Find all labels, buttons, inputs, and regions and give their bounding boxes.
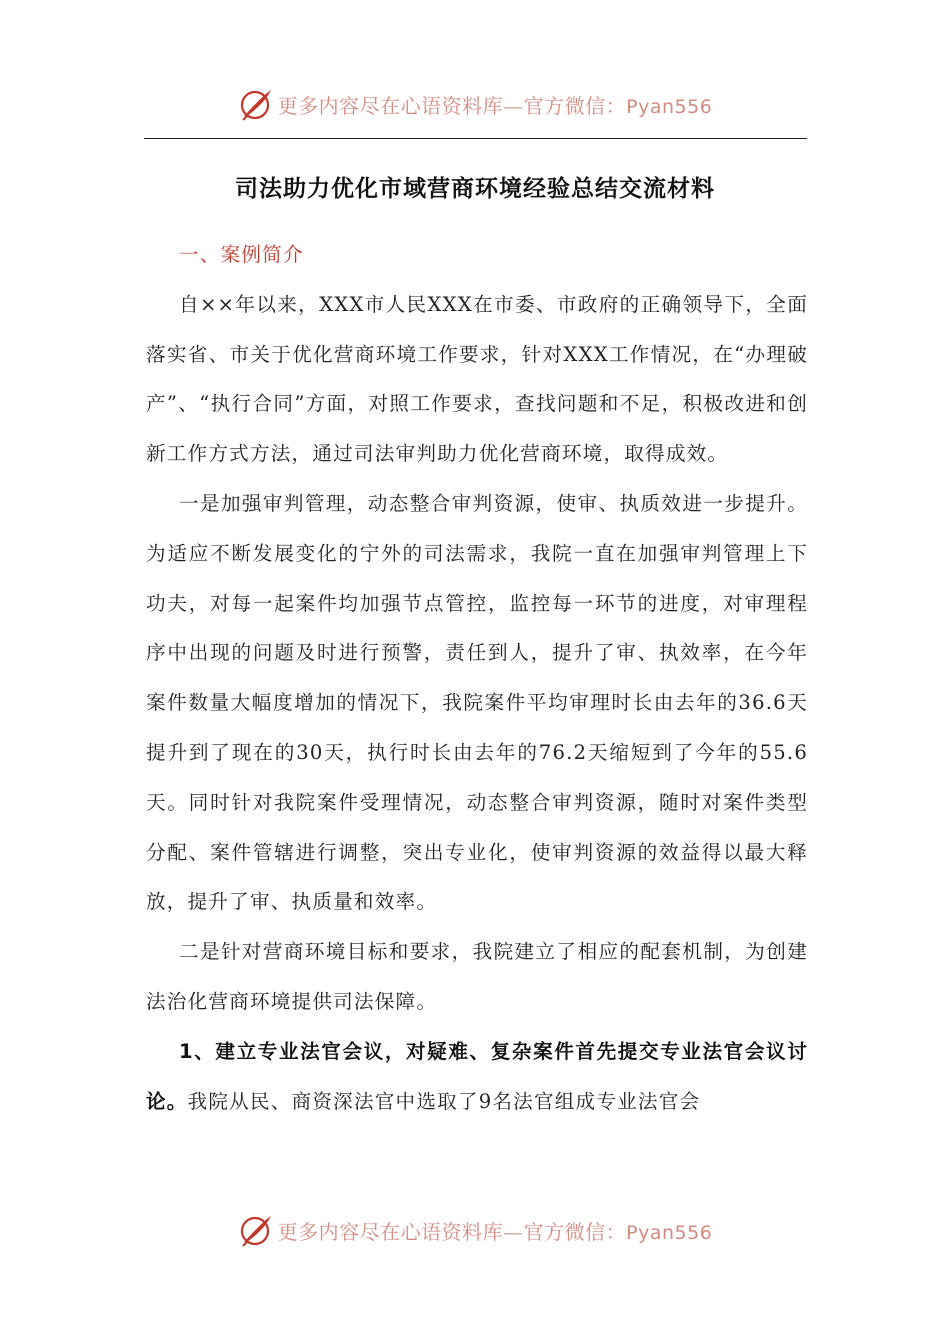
quill-logo-icon bbox=[238, 86, 274, 122]
wechat-id: Pyan556 bbox=[626, 1221, 713, 1244]
brand-name: 更多内容尽在心语资料库 bbox=[277, 1219, 504, 1244]
document-body bbox=[146, 230, 808, 1126]
document-title: 司法助力优化市域营商环境经验总结交流材料 bbox=[235, 176, 715, 202]
section-heading: 一、案例简介 bbox=[179, 243, 304, 266]
paragraph-trial-management: 一是加强审判管理，动态整合审判资源，使审、执质效进一步提升。为适应不断发展变化的宁外的司法需求，我院一直在加强审判管理上下功夫，对每一起案件均加强节点管控，监控每一环节的进度，对审理程序中出现的问题及时进行预警，责任到人，提升了审、执效率，在今年案件数量大幅度增加的情况下，我院案件平均审理时长由去年的36.6天提升到了现在的30天，执行时长由去年的76.2天缩短到了今年的55.6天。同时针对我院案件受理情况，动态整合审判资源，随时对案件类型分配、案件管辖进行调整，突出专业化，使审判资源的效益得以最大释放，提升了审、执质量和效率。 bbox=[146, 491, 808, 914]
header-rule bbox=[144, 138, 807, 139]
brand-text bbox=[278, 90, 713, 119]
paragraph-judges-meeting-lead: 1、建立专业法官会议，对疑难、复杂案件首先提交专业法官会议讨论。 bbox=[146, 1039, 808, 1113]
header-watermark bbox=[0, 84, 950, 124]
wechat-id: Pyan556 bbox=[626, 95, 713, 118]
brand-name: 更多内容尽在心语资料库 bbox=[277, 93, 504, 118]
paragraph-mechanisms: 二是针对营商环境目标和要求，我院建立了相应的配套机制，为创建法治化营商环境提供司法保障。 bbox=[146, 940, 808, 1013]
paragraph-judges-meeting-rest: 我院从民、商资深法官中选取了9名法官组成专业法官会 bbox=[187, 1089, 701, 1113]
wechat-label: 官方微信： bbox=[523, 93, 627, 118]
brand-separator: — bbox=[503, 1219, 524, 1244]
brand-text bbox=[278, 1216, 713, 1245]
paragraph-judges-meeting bbox=[146, 1027, 808, 1127]
paragraph-intro: 自××年以来，XXX市人民XXX在市委、市政府的正确领导下，全面落实省、市关于优化营商环境工作要求，针对XXX工作情况，在“办理破产”、“执行合同”方面，对照工作要求，查找问题和不足，积极改进和创新工作方式方法，通过司法审判助力优化营商环境，取得成效。 bbox=[146, 292, 808, 466]
footer-watermark bbox=[0, 1210, 950, 1250]
wechat-label: 官方微信： bbox=[523, 1219, 627, 1244]
quill-logo-icon bbox=[238, 1212, 274, 1248]
brand-separator: — bbox=[503, 93, 524, 118]
